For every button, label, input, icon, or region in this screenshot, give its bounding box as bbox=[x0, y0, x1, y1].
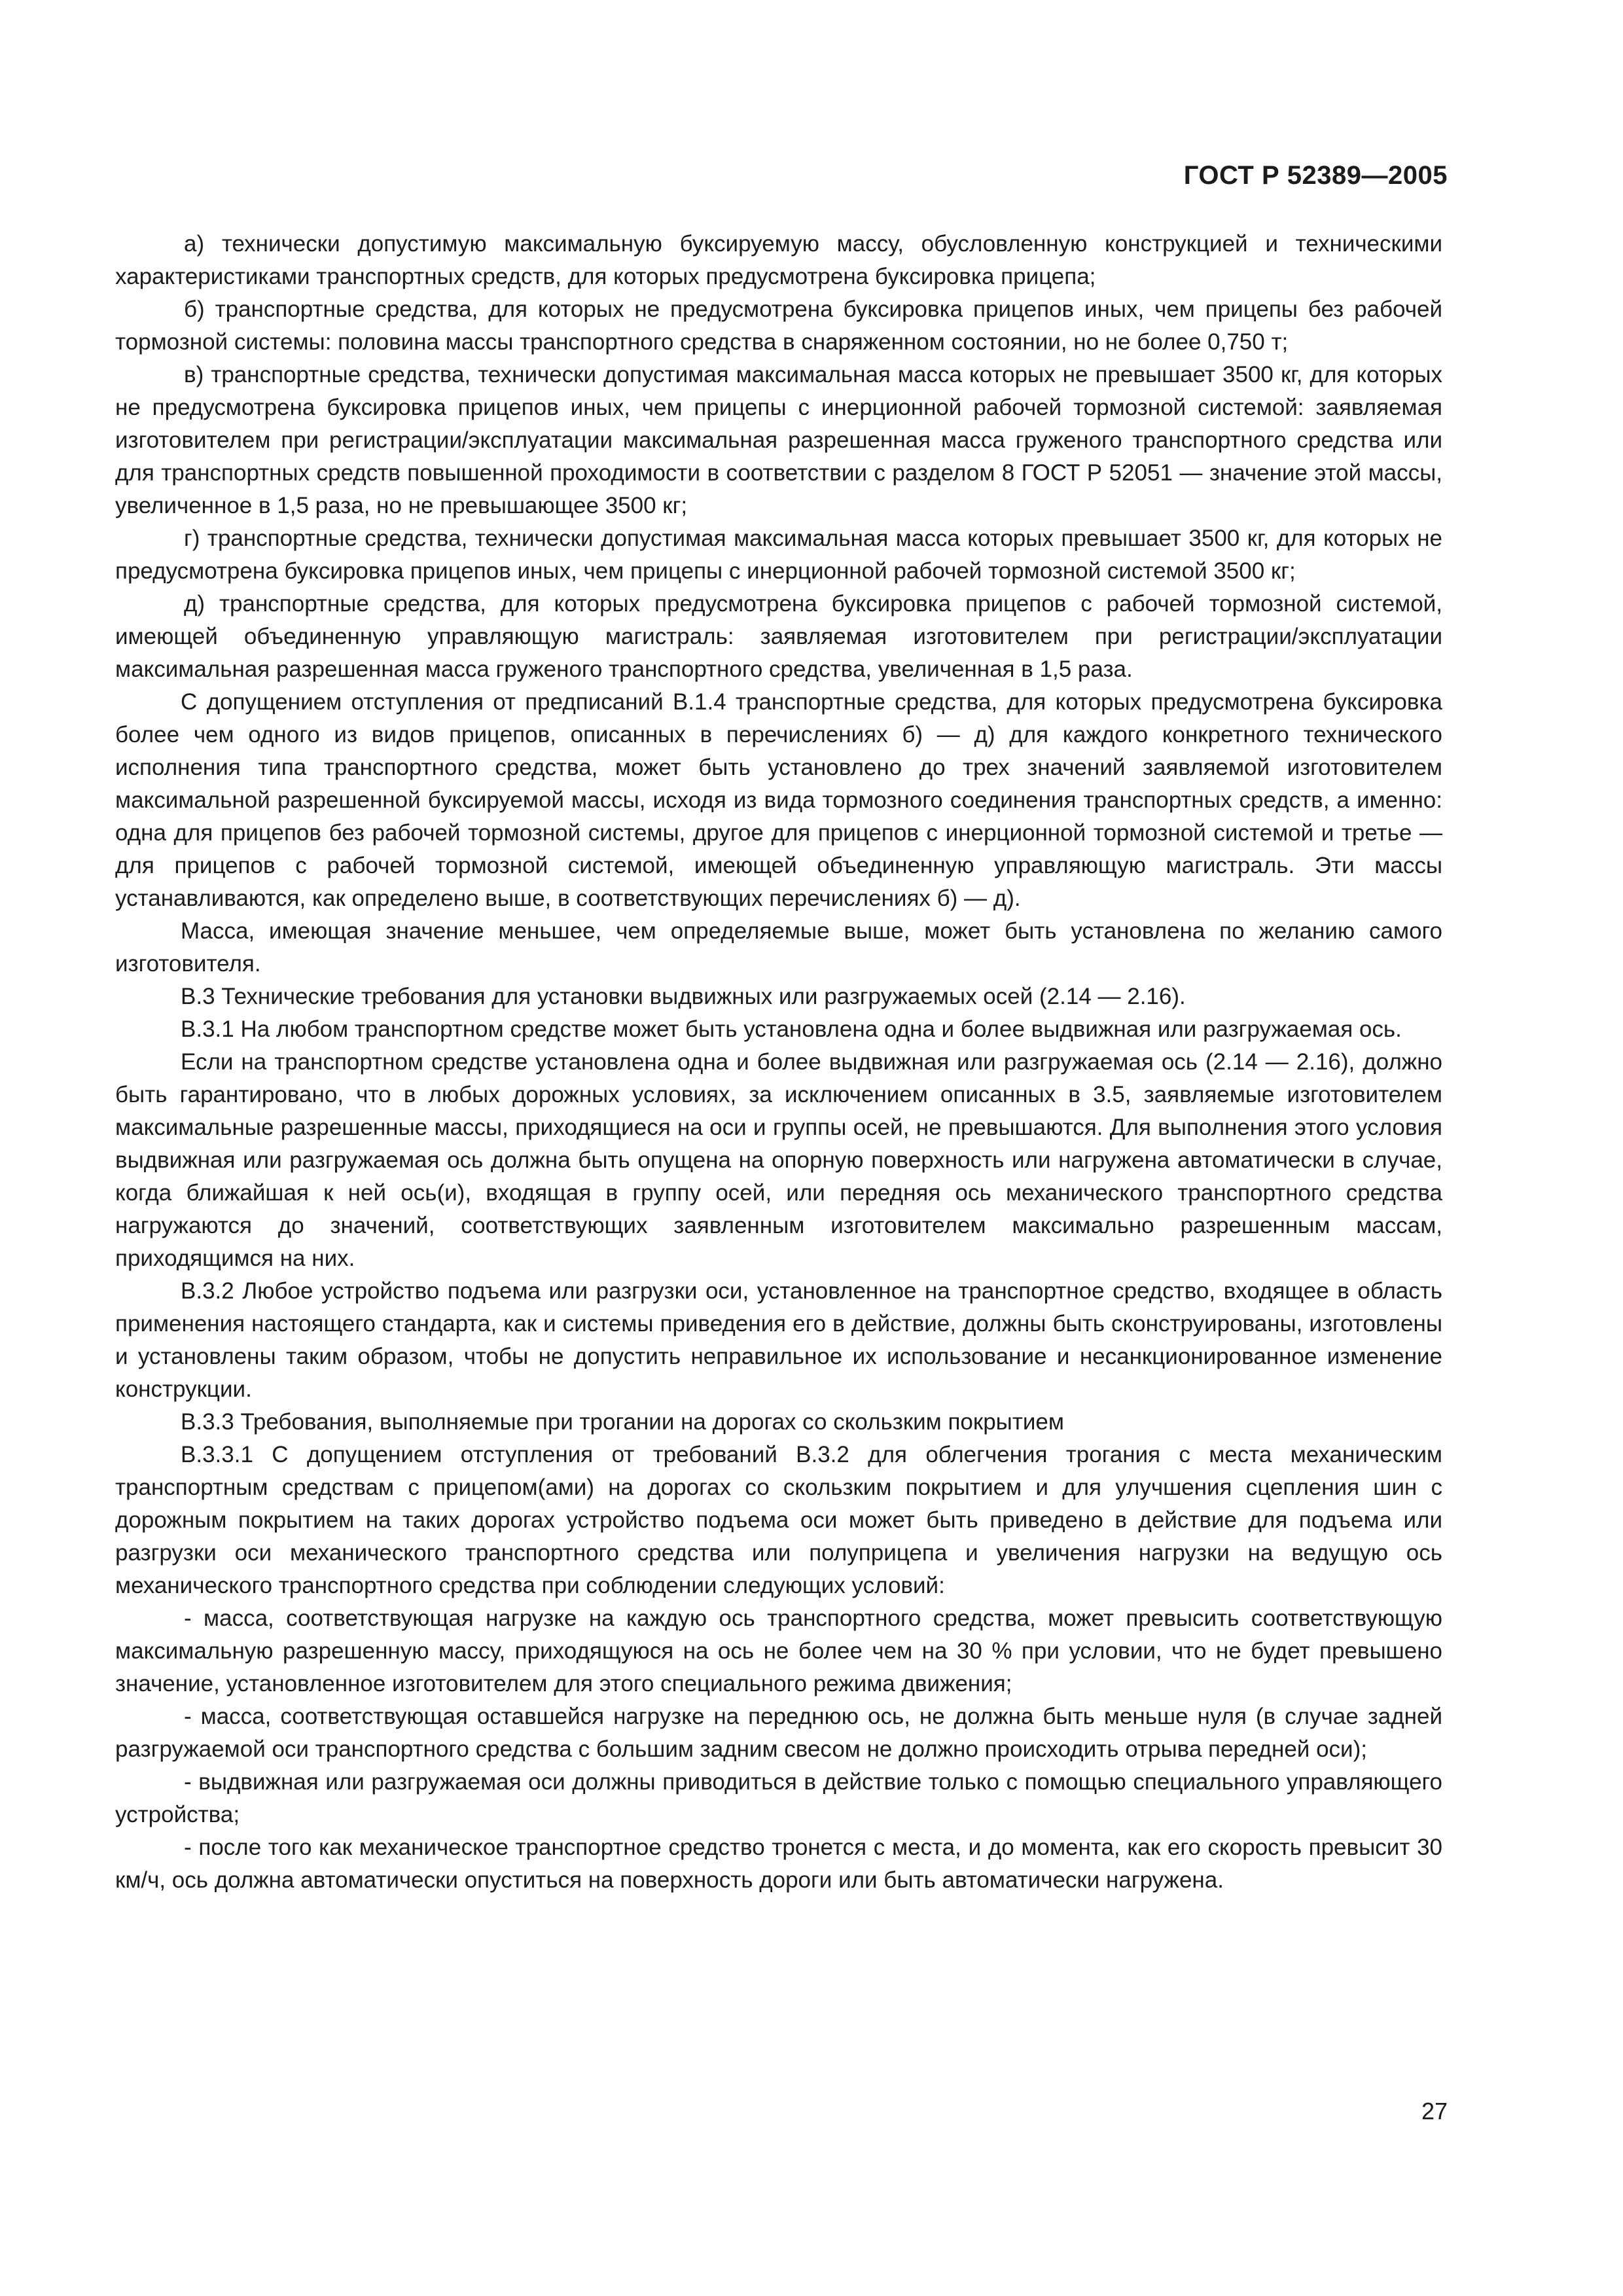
paragraph-item-d: д) транспортные средства, для которых предусмотрена буксировка прицепов с рабочей тормозной системой, имеющей объединенную управляющую магистраль: заявляемая изготовителем при регистрации/эксплуатации максимальная разрешенная масса груженого транспортного средства, увеличенная в 1,5 раза. bbox=[115, 591, 1442, 682]
list-item-condition-4: - после того как механическое транспортное средство тронется с места, и до момента, как его скорость превысит 30 км/ч, ось должна автоматически опуститься на поверхность дороги или быть автоматически нагружена. bbox=[115, 1835, 1442, 1893]
paragraph-item-a: а) технически допустимую максимальную буксируемую массу, обусловленную конструкцией и техническими характеристиками транспортных средств, для которых предусмотрена буксировка прицепа; bbox=[115, 231, 1442, 289]
clause-b3-2: В.3.2 Любое устройство подъема или разгрузки оси, установленное на транспортное средство, входящее в область применения настоящего стандарта, как и системы приведения его в действие, должны быть сконструированы, изготовлены и установлены таким образом, чтобы не допустить неправильное их использование и несанкционированное изменение конструкции. bbox=[115, 1278, 1442, 1402]
list-item-condition-1: - масса, соответствующая нагрузке на каждую ось транспортного средства, может превысить соответствующую максимальную разрешенную массу, приходящуюся на ось не более чем на 30 % при условии, что не будет превышено значение, установленное изготовителем для этого специального режима движения; bbox=[115, 1605, 1442, 1696]
section-heading-b3: В.3 Технические требования для установки выдвижных или разгружаемых осей (2.14 — 2.16). bbox=[181, 984, 1186, 1009]
paragraph-axle-conditions: Если на транспортном средстве установлена одна и более выдвижная или разгружаемая ось (2.14 — 2.16), должно быть гарантировано, что в любых дорожных условиях, за исключением описанных в 3.5, заявляемые изготовителем максимальные разрешенные массы, приходящиеся на оси и группы осей, не превышаются. Для выполнения этого условия выдвижная или разгружаемая ось должна быть опущена на опорную поверхность или нагружена автоматически в случае, когда ближайшая к ней ось(и), входящая в группу осей, или передняя ось механического транспортного средства нагружаются до значений, соответствующих заявленным изготовителем максимально разрешенным массам, приходящимся на них. bbox=[115, 1049, 1442, 1271]
page-number: 27 bbox=[1421, 2098, 1448, 2125]
clause-b3-3: В.3.3 Требования, выполняемые при трогании на дорогах со скользким покрытием bbox=[181, 1409, 1064, 1435]
paragraph-item-v: в) транспортные средства, технически допустимая максимальная масса которых не превышает 3500 кг, для которых не предусмотрена буксировка прицепов иных, чем прицепы с инерционной рабочей тормозной системой: заявляемая изготовителем при регистрации/эксплуатации максимальная разрешенная масса груженого транспортного средства или для транспортных средств повышенной проходимости в соответствии с разделом 8 ГОСТ Р 52051 — значение этой массы, увеличенное в 1,5 раза, но не превышающее 3500 кг; bbox=[115, 362, 1442, 518]
paragraph-item-b: б) транспортные средства, для которых не предусмотрена буксировка прицепов иных, чем прицепы без рабочей тормозной системы: половина массы транспортного средства в снаряженном состоянии, но не более 0,750 т; bbox=[115, 296, 1442, 355]
paragraph-item-g: г) транспортные средства, технически допустимая максимальная масса которых превышает 3500 кг, для которых не предусмотрена буксировка прицепов иных, чем прицепы с инерционной рабочей тормозной системой 3500 кг; bbox=[115, 526, 1442, 584]
paragraph-lesser-mass: Масса, имеющая значение меньшее, чем определяемые выше, может быть установлена по желанию самого изготовителя. bbox=[115, 918, 1442, 977]
paragraph-exemption: С допущением отступления от предписаний В.1.4 транспортные средства, для которых предусмотрена буксировка более чем одного из видов прицепов, описанных в перечислениях б) — д) для каждого конкретного технического исполнения типа транспортного средства, может быть установлено до трех значений заявляемой изготовителем максимальной разрешенной буксируемой массы, исходя из вида тормозного соединения транспортных средств, а именно: одна для прицепов без рабочей тормозной системы, другое для прицепов с инерционной тормозной системой и третье — для прицепов с рабочей тормозной системой, имеющей объединенную управляющую магистраль. Эти массы устанавливаются, как определено выше, в соответствующих перечислениях б) — д). bbox=[115, 689, 1442, 911]
clause-b3-1: В.3.1 На любом транспортном средстве может быть установлена одна и более выдвижная или разгружаемая ось. bbox=[181, 1016, 1402, 1042]
list-item-condition-2: - масса, соответствующая оставшейся нагрузке на переднюю ось, не должна быть меньше нуля (в случае задней разгружаемой оси транспортного средства с большим задним свесом не должно происходить отрыва передней оси); bbox=[115, 1704, 1442, 1762]
clause-b3-3-1: В.3.3.1 С допущением отступления от требований В.3.2 для облегчения трогания с места механическим транспортным средствам с прицепом(ами) на дорогах со скользким покрытием и для улучшения сцепления шин с дорожным покрытием на таких дорогах устройство подъема оси может быть приведено в действие для подъема или разгрузки оси механического транспортного средства или полуприцепа и увеличения нагрузки на ведущую ось механического транспортного средства при соблюдении следующих условий: bbox=[115, 1442, 1442, 1598]
list-item-condition-3: - выдвижная или разгружаемая оси должны приводиться в действие только с помощью специального управляющего устройства; bbox=[115, 1769, 1442, 1827]
document-body bbox=[115, 228, 1442, 1897]
document-header: ГОСТ Р 52389—2005 bbox=[1183, 161, 1448, 190]
